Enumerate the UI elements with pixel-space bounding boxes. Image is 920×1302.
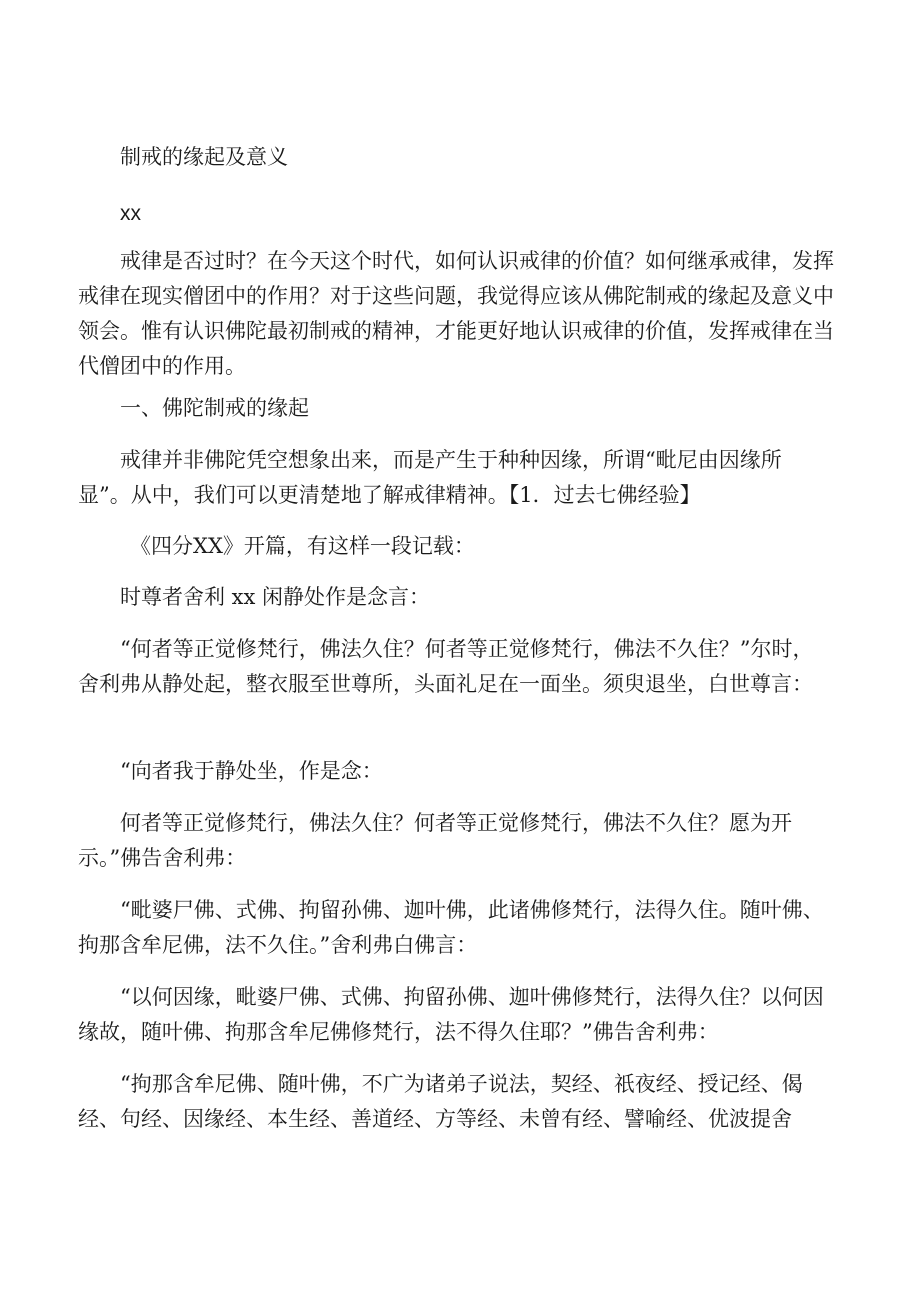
section-heading: 一、佛陀制戒的缘起: [120, 396, 309, 420]
paragraph-quote-6: “拘那含牟尼佛、随叶佛，不广为诸弟子说法，契经、祇夜经、授记经、偈经、句经、因缘经、本生经、善道经、方等经、未曾有经、譬喻经、优波提舍: [78, 1072, 803, 1131]
paragraph-origin: 戒律并非佛陀凭空想象出来，而是产生于种种因缘，所谓“毗尼由因缘所显”。从中，我们可以更清楚地了解戒律精神。【1．过去七佛经验】: [78, 448, 782, 507]
document-author: xx: [120, 202, 141, 225]
paragraph-quote-3: 何者等正觉修梵行，佛法久住？何者等正觉修梵行，佛法不久住？愿为开示。”佛告舍利弗：: [78, 811, 792, 870]
paragraph-intro: 戒律是否过时？在今天这个时代，如何认识戒律的价值？如何继承戒律，发挥戒律在现实僧团中的作用？对于这些问题，我觉得应该从佛陀制戒的缘起及意义中领会。惟有认识佛陀最初制戒的精神，才能更好地认识戒律的价值，发挥戒律在当代僧团中的作用。: [78, 249, 834, 378]
paragraph-sariputra: 时尊者舍利 xx 闲静处作是念言：: [120, 585, 431, 609]
paragraph-quote-2: “向者我于静处坐，作是念：: [120, 759, 383, 783]
paragraph-quote-1: “何者等正觉修梵行，佛法久住？何者等正觉修梵行，佛法不久住？”尔时，舍利弗从静处起，整衣服至世尊所，头面礼足在一面坐。须臾退坐，白世尊言：: [78, 637, 814, 696]
document-title: 制戒的缘起及意义: [120, 145, 288, 169]
paragraph-quote-4: “毗婆尸佛、式佛、拘留孙佛、迦叶佛，此诸佛修梵行，法得久住。随叶佛、拘那含牟尼佛，法不久住。”舍利弗白佛言：: [78, 898, 824, 957]
paragraph-sifen: 《四分XX》开篇，有这样一段记载：: [130, 534, 475, 558]
paragraph-quote-5: “以何因缘，毗婆尸佛、式佛、拘留孙佛、迦叶佛修梵行，法得久住？以何因缘故，随叶佛、拘那含牟尼佛修梵行，法不得久住耶？”佛告舍利弗：: [78, 985, 824, 1044]
